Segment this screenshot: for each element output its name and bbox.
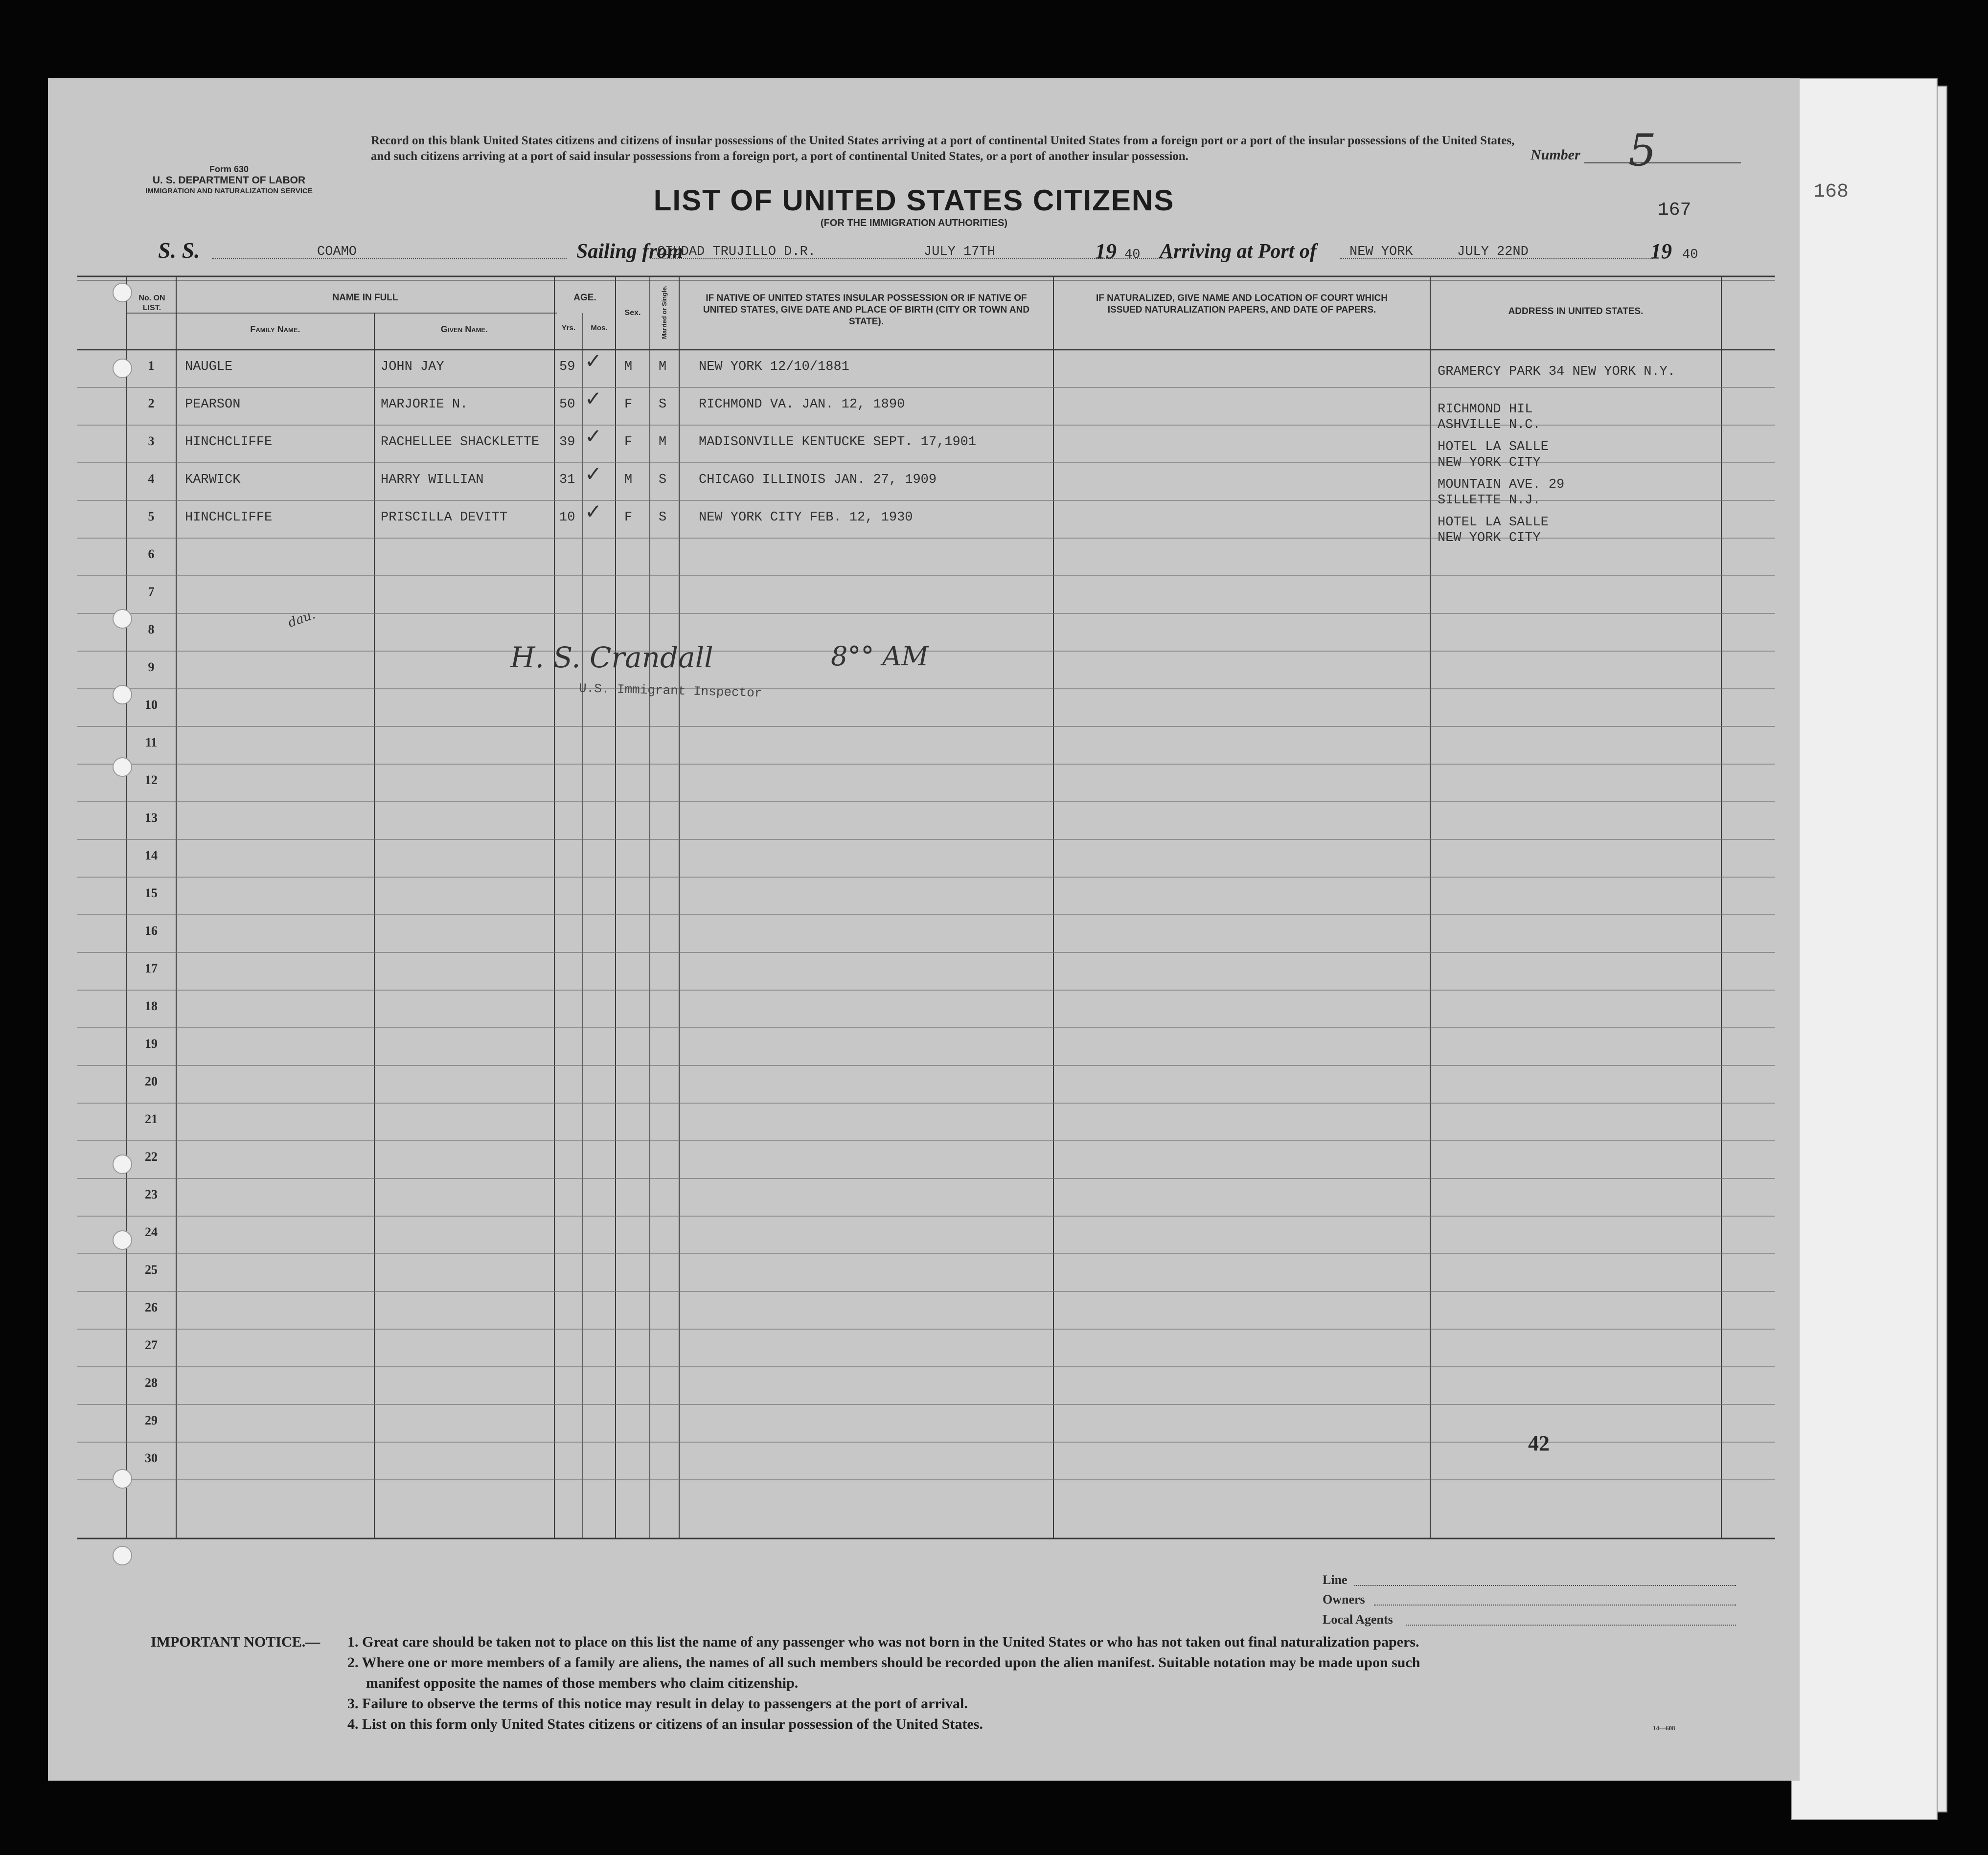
row-number: 21 bbox=[145, 1112, 158, 1126]
family-name: HINCHCLIFFE bbox=[185, 510, 273, 525]
checkmark-icon: ✓ bbox=[585, 462, 602, 486]
birth-place-date: NEW YORK CITY FEB. 12, 1930 bbox=[699, 510, 913, 525]
family-note: dau. bbox=[286, 607, 318, 631]
address-line-1: HOTEL LA SALLE bbox=[1438, 515, 1549, 530]
col-given-name: Given Name. bbox=[440, 324, 488, 334]
row-number: 16 bbox=[145, 924, 158, 938]
row-number: 14 bbox=[145, 848, 158, 862]
sex: M bbox=[624, 360, 633, 374]
agents-field[interactable] bbox=[1406, 1625, 1736, 1626]
owners-label: Owners bbox=[1323, 1592, 1365, 1606]
arriving-label: Arriving at Port of bbox=[1160, 240, 1317, 263]
given-name: HARRY WILLIAN bbox=[381, 473, 484, 487]
row-number: 26 bbox=[145, 1300, 158, 1314]
row-number: 20 bbox=[145, 1074, 158, 1088]
binder-hole bbox=[113, 609, 132, 629]
row-number: 15 bbox=[145, 886, 158, 900]
row-number: 22 bbox=[145, 1150, 158, 1164]
address-line-1: HOTEL LA SALLE bbox=[1438, 440, 1549, 454]
row-number: 6 bbox=[148, 547, 155, 561]
age-years: 31 bbox=[559, 473, 575, 487]
row-number: 8 bbox=[148, 622, 155, 636]
col-age: AGE. bbox=[573, 293, 596, 303]
col-birth: IF NATIVE OF UNITED STATES INSULAR POSSESSION OR IF NATIVE OF UNITED STATES, GIVE DATE AND PLACE OF BIRTH (CITY OR TOWN AND STATE). bbox=[703, 293, 1030, 327]
row-number: 27 bbox=[145, 1338, 158, 1352]
stamp-number: 42 bbox=[1528, 1431, 1550, 1455]
agents-label: Local Agents bbox=[1323, 1612, 1393, 1627]
binder-hole bbox=[113, 1154, 132, 1174]
checkmark-icon: ✓ bbox=[585, 499, 602, 523]
page-number: 167 bbox=[1658, 200, 1691, 221]
marital-status: S bbox=[659, 510, 667, 525]
form-code: 14—608 bbox=[1653, 1724, 1675, 1732]
row-number: 9 bbox=[148, 660, 155, 674]
number-label-text: Number bbox=[1531, 147, 1580, 163]
col-no-on-list: No. ON LIST. bbox=[138, 294, 165, 312]
family-name: PEARSON bbox=[185, 397, 241, 412]
address-line-2: SILLETTE N.J. bbox=[1438, 493, 1541, 508]
sail-year-prefix-text: 19 bbox=[1095, 239, 1117, 263]
family-name: HINCHCLIFFE bbox=[185, 435, 273, 450]
binder-hole bbox=[113, 1469, 132, 1489]
marital-status: M bbox=[659, 360, 667, 374]
address-line-2: NEW YORK CITY bbox=[1438, 531, 1541, 545]
checkmark-icon: ✓ bbox=[585, 349, 602, 373]
arrival-port: NEW YORK bbox=[1349, 245, 1413, 259]
form-label: Form 630 bbox=[209, 164, 249, 174]
checkmark-icon: ✓ bbox=[585, 424, 602, 448]
row-number: 12 bbox=[145, 773, 158, 787]
birth-place-date: CHICAGO ILLINOIS JAN. 27, 1909 bbox=[699, 473, 937, 487]
row-number: 7 bbox=[148, 585, 155, 599]
ss-label: S. S. bbox=[158, 238, 200, 263]
marital-status: M bbox=[659, 435, 667, 450]
checkmark-icon: ✓ bbox=[585, 386, 602, 410]
col-family-name: Family Name. bbox=[250, 324, 300, 334]
birth-place-date: RICHMOND VA. JAN. 12, 1890 bbox=[699, 397, 905, 412]
col-address: ADDRESS IN UNITED STATES. bbox=[1508, 306, 1644, 317]
owners-field[interactable] bbox=[1374, 1605, 1736, 1606]
age-years: 39 bbox=[559, 435, 575, 450]
row-number: 25 bbox=[145, 1263, 158, 1277]
given-name: MARJORIE N. bbox=[381, 397, 468, 412]
sex: M bbox=[624, 473, 633, 487]
row-number: 24 bbox=[145, 1225, 158, 1239]
address-line-1: GRAMERCY PARK 34 NEW YORK N.Y. bbox=[1438, 364, 1676, 379]
department: U. S. DEPARTMENT OF LABOR bbox=[152, 175, 306, 186]
age-years: 10 bbox=[559, 510, 575, 525]
ship-name: COAMO bbox=[317, 245, 357, 259]
binder-hole bbox=[113, 757, 132, 777]
binder-hole bbox=[113, 283, 132, 302]
instruction-text: Record on this blank United States citizens and citizens of insular possessions of the United States arriving at a port of continental United States from a foreign port or a port of the insular possessions of the United States, and such citizens arriving at a port of said insular possessions from a foreign port, a port of continental United States, or a port of another insular possession. bbox=[371, 134, 1515, 163]
row-number: 2 bbox=[148, 396, 155, 410]
arrival-date: JULY 22ND bbox=[1457, 245, 1529, 259]
row-number: 3 bbox=[148, 434, 155, 448]
birth-place-date: NEW YORK 12/10/1881 bbox=[699, 360, 849, 374]
col-mos: Mos. bbox=[591, 324, 608, 332]
row-number: 1 bbox=[148, 359, 155, 373]
binder-hole bbox=[113, 685, 132, 704]
sail-date: JULY 17TH bbox=[924, 245, 995, 259]
given-name: RACHELLEE SHACKLETTE bbox=[381, 435, 540, 450]
arrival-year-prefix-text: 19 bbox=[1650, 239, 1672, 263]
inspector-stamp: U.S. Immigrant Inspector bbox=[578, 681, 762, 701]
page-title: LIST OF UNITED STATES CITIZENS bbox=[653, 184, 1175, 217]
arrival-year: 40 bbox=[1682, 248, 1698, 262]
sex: F bbox=[624, 510, 633, 525]
col-sex: Sex. bbox=[624, 309, 641, 317]
age-years: 59 bbox=[559, 360, 575, 374]
col-naturalized: IF NATURALIZED, GIVE NAME AND LOCATION OF COURT WHICH ISSUED NATURALIZATION PAPERS, AND DATE OF PAPERS. bbox=[1096, 293, 1388, 315]
binder-hole bbox=[113, 1230, 132, 1250]
row-number: 10 bbox=[145, 698, 158, 712]
col-yrs: Yrs. bbox=[561, 324, 576, 332]
row-number: 4 bbox=[148, 472, 155, 486]
address-line-1: RICHMOND HIL bbox=[1438, 402, 1533, 417]
binder-hole bbox=[113, 1546, 132, 1565]
number-value: 5 bbox=[1628, 125, 1657, 176]
address-line-2: ASHVILLE N.C. bbox=[1438, 418, 1541, 432]
row-number: 5 bbox=[148, 509, 155, 523]
back-page-number: 168 bbox=[1813, 181, 1849, 203]
address-line-1: MOUNTAIN AVE. 29 bbox=[1438, 477, 1565, 492]
notice-heading: IMPORTANT NOTICE.— bbox=[151, 1634, 320, 1650]
birth-place-date: MADISONVILLE KENTUCKE SEPT. 17,1901 bbox=[699, 435, 977, 450]
signature-time: 8°° AM bbox=[831, 641, 929, 672]
notice-3: 3. Failure to observe the terms of this notice may result in delay to passengers at the port of arrival. bbox=[347, 1696, 968, 1712]
sailing-from: CIUDAD TRUJILLO D.R. bbox=[657, 245, 816, 259]
notice-2: 2. Where one or more members of a family are aliens, the names of all such members should be recorded upon the alien manifest. Suitable notation may be made upon such bbox=[347, 1654, 1420, 1671]
sailing-label: Sailing from bbox=[576, 240, 684, 263]
sail-year: 40 bbox=[1124, 248, 1141, 262]
row-number: 18 bbox=[145, 999, 158, 1013]
given-name: PRISCILLA DEVITT bbox=[381, 510, 508, 525]
notice-2-cont: manifest opposite the names of those members who claim citizenship. bbox=[366, 1675, 799, 1691]
row-number: 28 bbox=[145, 1376, 158, 1390]
row-number: 17 bbox=[145, 961, 158, 975]
family-name: KARWICK bbox=[185, 473, 241, 487]
row-number: 30 bbox=[145, 1451, 158, 1465]
age-years: 50 bbox=[559, 397, 575, 412]
col-married-single: Married or Single. bbox=[660, 285, 668, 339]
manifest-page bbox=[48, 78, 1800, 1781]
page-subtitle: (FOR THE IMMIGRATION AUTHORITIES) bbox=[820, 218, 1008, 228]
inspector-signature: H. S. Crandall bbox=[510, 641, 713, 674]
address-line-2: NEW YORK CITY bbox=[1438, 455, 1541, 470]
sex: F bbox=[624, 435, 633, 450]
notice-1: 1. Great care should be taken not to place on this list the name of any passenger who was not born in the United States or who has not taken out final naturalization papers. bbox=[347, 1634, 1419, 1650]
marital-status: S bbox=[659, 397, 667, 412]
family-name: NAUGLE bbox=[185, 360, 233, 374]
row-number: 29 bbox=[145, 1413, 158, 1427]
col-name-in-full: NAME IN FULL bbox=[332, 293, 398, 303]
service: IMMIGRATION AND NATURALIZATION SERVICE bbox=[145, 187, 313, 195]
sex: F bbox=[624, 397, 633, 412]
row-number: 23 bbox=[145, 1187, 158, 1201]
row-number: 11 bbox=[145, 735, 158, 749]
back-page bbox=[1791, 78, 1938, 1820]
binder-hole bbox=[113, 359, 132, 378]
line-label: Line bbox=[1323, 1573, 1348, 1587]
given-name: JOHN JAY bbox=[381, 360, 444, 374]
line-field[interactable] bbox=[1354, 1585, 1736, 1586]
row-number: 13 bbox=[145, 811, 158, 825]
marital-status: S bbox=[659, 473, 667, 487]
notice-4: 4. List on this form only United States citizens or citizens of an insular possession of the United States. bbox=[347, 1716, 983, 1732]
row-number: 19 bbox=[145, 1037, 158, 1051]
